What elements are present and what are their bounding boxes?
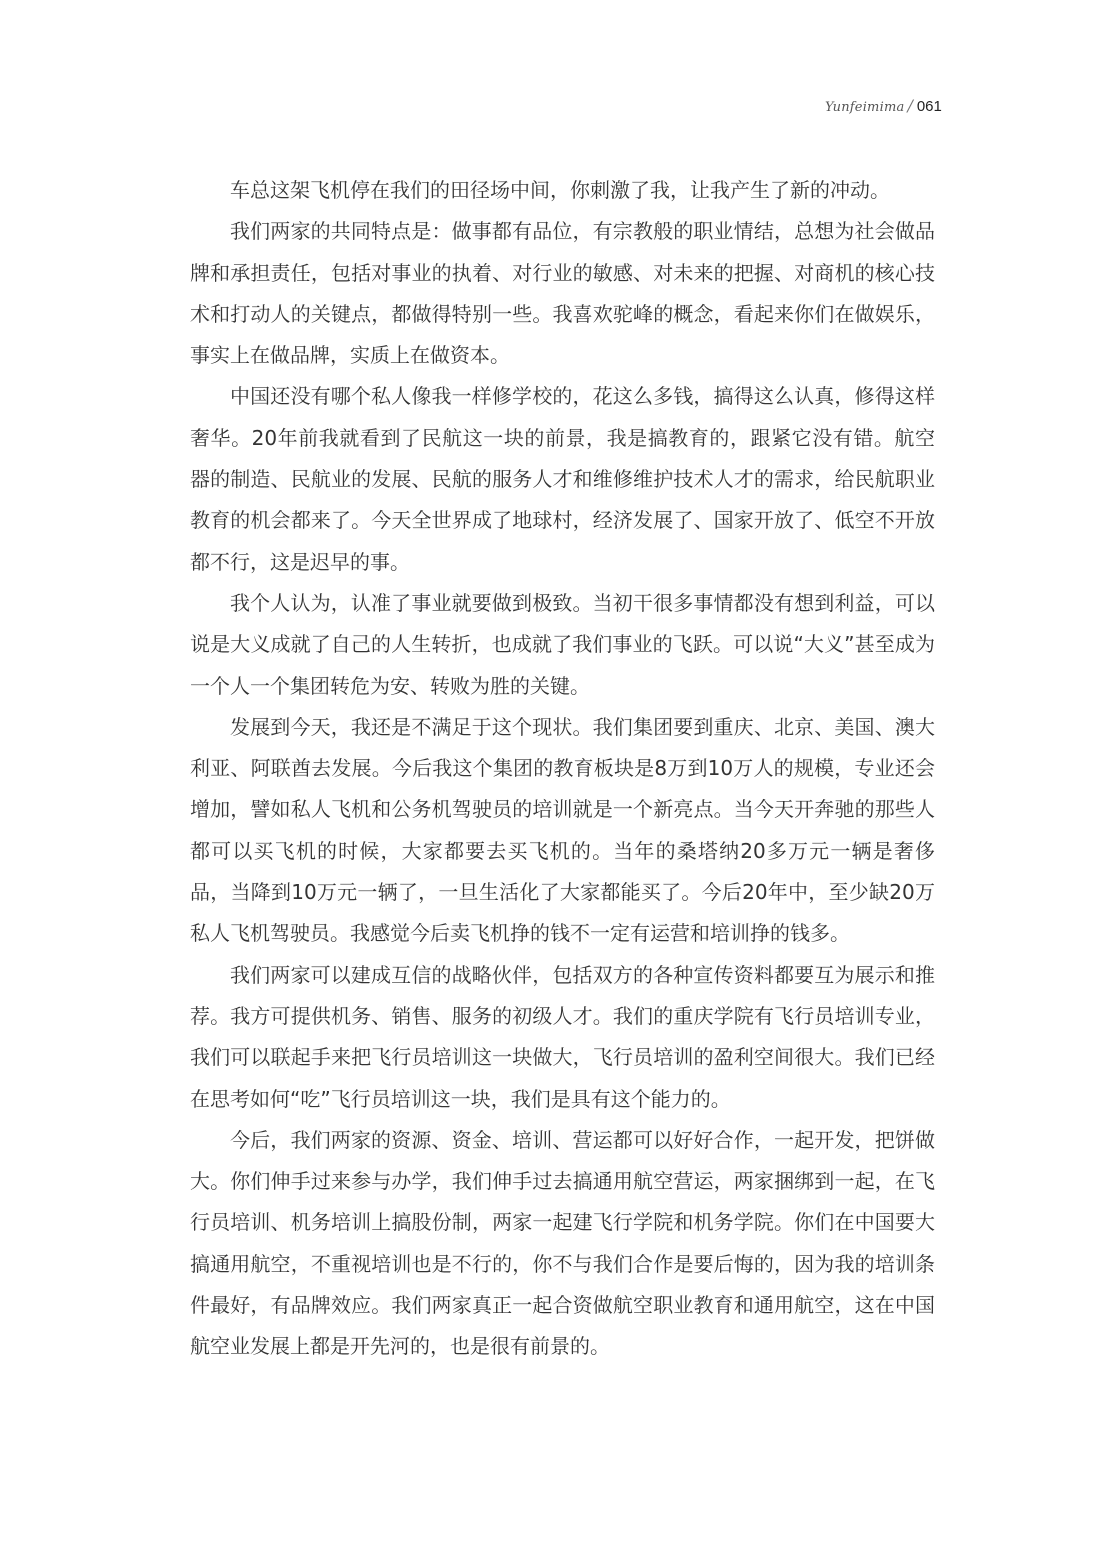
paragraph-5: 发展到今天，我还是不满足于这个现状。我们集团要到重庆、北京、美国、澳大利亚、阿联酋去发展。今后我这个集团的教育板块是8万到10万人的规模，专业还会增加，譬如私人飞机和公务机驾驶员的培训就是一个新亮点。当今天开奔驰的那些人都可以买飞机的时候，大家都要去买飞机的。当年的桑塔纳20多万元一辆是奢侈品，当降到10万元一辆了，一旦生活化了大家都能买了。今后20年中，至少缺20万私人飞机驾驶员。我感觉今后卖飞机挣的钱不一定有运营和培训挣的钱多。	[190, 714, 935, 946]
paragraph-1: 车总这架飞机停在我们的田径场中间，你刺激了我，让我产生了新的冲动。	[230, 178, 890, 202]
paragraph-4: 我个人认为，认准了事业就要做到极致。当初干很多事情都没有想到利益，可以说是大义成就了自己的人生转折，也成就了我们事业的飞跃。可以说“大义”甚至成为一个人一个集团转危为安、转败为胜的关键。	[190, 590, 935, 698]
paragraph-6: 我们两家可以建成互信的战略伙伴，包括双方的各种宣传资料都要互为展示和推荐。我方可提供机务、销售、服务的初级人才。我们的重庆学院有飞行员培训专业，我们可以联起手来把飞行员培训这一块做大，飞行员培训的盈利空间很大。我们已经在思考如何“吃”飞行员培训这一块，我们是具有这个能力的。	[190, 962, 935, 1111]
paragraph-2: 我们两家的共同特点是：做事都有品位，有宗教般的职业情结，总想为社会做品牌和承担责任，包括对事业的执着、对行业的敏感、对未来的把握、对商机的核心技术和打动人的关键点，都做得特别一些。我喜欢驼峰的概念，看起来你们在做娱乐，事实上在做品牌，实质上在做资本。	[190, 219, 935, 368]
paragraph-7: 今后，我们两家的资源、资金、培训、营运都可以好好合作，一起开发，把饼做大。你们伸手过来参与办学，我们伸手过去搞通用航空营运，两家捆绑到一起，在飞行员培训、机务培训上搞股份制，两家一起建飞行学院和机务学院。你们在中国要大搞通用航空，不重视培训也是不行的，你不与我们合作是要后悔的，因为我的培训条件最好，有品牌效应。我们两家真正一起合资做航空职业教育和通用航空，这在中国航空业发展上都是开先河的，也是很有前景的。	[190, 1127, 935, 1359]
page-number: 061	[916, 98, 942, 115]
running-header	[825, 96, 965, 122]
body-text	[190, 170, 935, 1368]
header-divider: /	[907, 96, 913, 115]
series-title: Yunfeimima	[825, 100, 905, 115]
paragraph-3: 中国还没有哪个私人像我一样修学校的，花这么多钱，搞得这么认真，修得这样奢华。20年前我就看到了民航这一块的前景，我是搞教育的，跟紧它没有错。航空器的制造、民航业的发展、民航的服务人才和维修维护技术人才的需求，给民航职业教育的机会都来了。今天全世界成了地球村，经济发展了、国家开放了、低空不开放都不行，这是迟早的事。	[190, 384, 935, 574]
